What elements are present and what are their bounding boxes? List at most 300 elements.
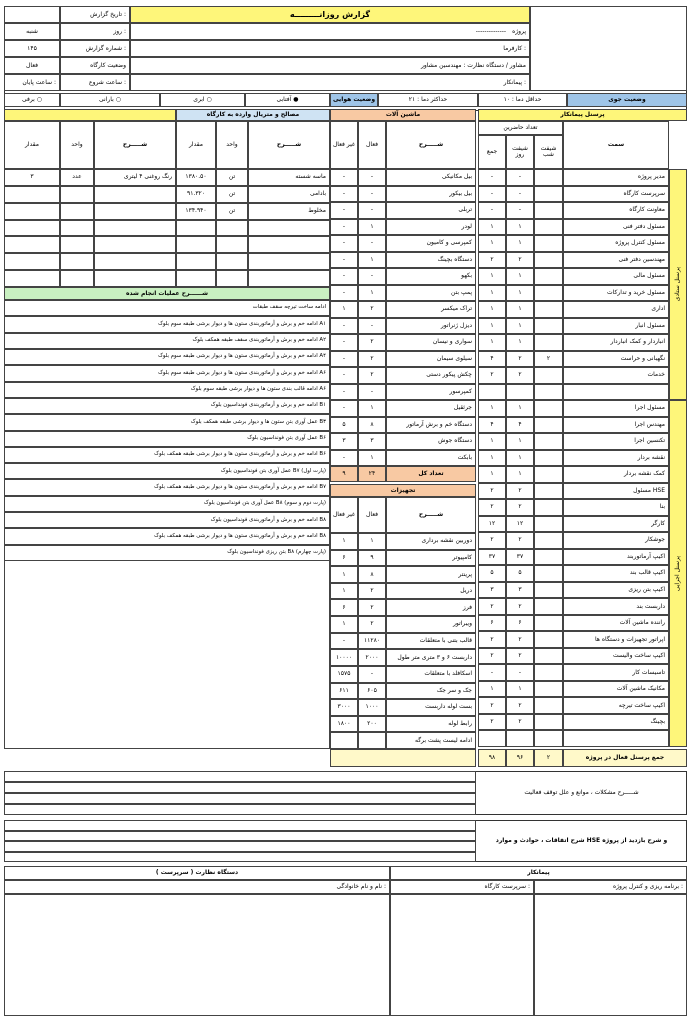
- personnel-title-cell: اکیپ بتن ریزی: [563, 582, 669, 599]
- machinery-inactive-cell: -: [330, 202, 358, 219]
- equipment-desc-cell: داربست ۶ و ۳ متری متر طول: [386, 649, 476, 666]
- personnel-title-cell: بنا: [563, 499, 669, 516]
- personnel-night-cell: ۲: [534, 351, 563, 368]
- material-unit-cell-2: [60, 220, 94, 237]
- planning-sign-area[interactable]: [534, 894, 687, 1016]
- operation-item: ادامه خم و برش و آرماتوربندی ستون ها و دیوار برشی طبقه سوم بلوک A۶: [4, 365, 330, 381]
- materials-col-unit: واحد: [216, 121, 248, 169]
- min-temp: حداقل دما : ۱۰: [478, 93, 567, 107]
- operation-item: ادامه قالب بندی ستون ها و دیوار برشی طبقه سوم بلوک A۶: [4, 382, 330, 398]
- machinery-active-cell: ۱: [358, 252, 386, 269]
- materials-col-desc-2: شـــــرح: [94, 121, 176, 169]
- equipment-col-desc: شـــــرح: [386, 497, 476, 533]
- machinery-inactive-cell: -: [330, 186, 358, 203]
- material-desc-cell-2: [94, 236, 176, 253]
- report-date-value[interactable]: [4, 6, 60, 23]
- personnel-total-cell: -: [478, 186, 506, 203]
- personnel-day-cell: ۱: [506, 268, 534, 285]
- personnel-day-cell: ۳۷: [506, 549, 534, 566]
- incidents-line-2[interactable]: [4, 831, 476, 842]
- material-desc-cell: بادامی: [248, 186, 330, 203]
- material-amount-cell: [176, 253, 216, 270]
- personnel-title-cell: مکانیک ماشین آلات: [563, 681, 669, 698]
- machinery-desc-cell: کمپرسی و کامیون: [386, 235, 476, 252]
- equipment-inactive-cell: ۳۰۰۰: [330, 699, 358, 716]
- personnel-total-cell: ۳: [478, 582, 506, 599]
- operations-title: شــــــرح عملیات انجام شده: [4, 287, 330, 300]
- personnel-night-cell: [534, 186, 563, 203]
- personnel-title-cell: اکیپ آرماتوربند: [563, 549, 669, 566]
- machinery-desc-cell: بیل بیکور: [386, 186, 476, 203]
- material-unit-cell: [216, 270, 248, 287]
- grand-total: ۹۸: [478, 749, 506, 767]
- personnel-title-cell: تکنسین اجرا: [563, 433, 669, 450]
- site-supervisor-sign-label: سرپرست کارگاه :: [390, 880, 534, 894]
- personnel-title-cell: نقشه بردار: [563, 450, 669, 467]
- personnel-day-cell: ۱: [506, 285, 534, 302]
- personnel-day-cell: ۲: [506, 631, 534, 648]
- personnel-night-cell: [534, 615, 563, 632]
- machinery-inactive-cell: -: [330, 334, 358, 351]
- personnel-day-cell: ۲: [506, 351, 534, 368]
- machinery-inactive-cell: -: [330, 169, 358, 186]
- material-unit-cell-2: [60, 270, 94, 287]
- personnel-title-cell: نگهبانی و حراست: [563, 351, 669, 368]
- machinery-active-cell: ۱: [358, 285, 386, 302]
- supervision-sign-area[interactable]: [4, 894, 390, 1016]
- problems-line-3[interactable]: [4, 793, 476, 804]
- material-desc-cell-2: [94, 203, 176, 220]
- machinery-active-cell: -: [358, 235, 386, 252]
- material-amount-cell-2: [4, 236, 60, 253]
- personnel-night-cell: [534, 285, 563, 302]
- personnel-day-cell: ۱۲: [506, 516, 534, 533]
- machinery-desc-cell: بکهو: [386, 268, 476, 285]
- operation-item: عمل آوری بتن فونداسیون بلوک B۶: [4, 431, 330, 447]
- operation-item: بتن ریزی فونداسیون بلوک B۸ (پارت چهارم): [4, 545, 330, 561]
- materials-col-unit-2: واحد: [60, 121, 94, 169]
- personnel-title-cell: سرپرست کارگاه: [563, 186, 669, 203]
- site-status-value: فعال: [4, 57, 60, 74]
- material-unit-cell-2: عدد: [60, 169, 94, 186]
- equipment-active-cell: ۲: [358, 583, 386, 600]
- material-unit-cell: تن: [216, 186, 248, 203]
- rainy-radio[interactable]: بارانی ○: [60, 93, 160, 107]
- personnel-title-cell: مسئول HSE: [563, 483, 669, 500]
- operation-item: ادامه خم و برش و آرماتوربندی فونداسیون بلوک B۱: [4, 398, 330, 414]
- personnel-night-cell: [534, 334, 563, 351]
- personnel-night-cell: [534, 697, 563, 714]
- equipment-active-cell: ۲: [358, 616, 386, 633]
- personnel-title-cell: مسئول انبار: [563, 318, 669, 335]
- incidents-line-4[interactable]: [4, 852, 476, 863]
- personnel-title-cell: مهندسین دفتر فنی: [563, 252, 669, 269]
- machinery-desc-cell: تراک میکسر: [386, 301, 476, 318]
- personnel-day-cell: ۴: [506, 417, 534, 434]
- operation-item: ادامه خم و برش و آرماتوربندی ستون ها و دیوار برشی طبقه همکف بلوک B۷: [4, 479, 330, 495]
- machinery-active-cell: -: [358, 384, 386, 401]
- personnel-title-cell: داربست بند: [563, 598, 669, 615]
- weather-label: وضعیت هوایی: [330, 93, 378, 107]
- equipment-inactive-cell: ۶: [330, 599, 358, 616]
- equipment-active-cell: ۲۰۰۰: [358, 649, 386, 666]
- employer-label: کارفرما :: [130, 40, 530, 57]
- personnel-title-cell: اپراتور تجهیزات و دستگاه ها: [563, 631, 669, 648]
- equipment-active-cell: ۱۱۲۸۰: [358, 633, 386, 650]
- machinery-active-cell: -: [358, 318, 386, 335]
- machinery-inactive-cell: -: [330, 450, 358, 467]
- personnel-day-cell: ۲: [506, 499, 534, 516]
- materials-col-amount: مقدار: [176, 121, 216, 169]
- equipment-desc-cell: ویبراتور: [386, 616, 476, 633]
- personnel-night-cell: [534, 318, 563, 335]
- personnel-day-cell: ۱: [506, 450, 534, 467]
- personnel-night-cell: [534, 631, 563, 648]
- material-desc-cell-2: [94, 186, 176, 203]
- material-unit-cell: [216, 220, 248, 237]
- start-time-label: ساعت شروع :: [60, 74, 130, 91]
- cloudy-radio[interactable]: ابری ○: [160, 93, 245, 107]
- personnel-col-title: سمت: [563, 121, 669, 169]
- grand-total-label: جمع پرسنل فعال در پروژه: [563, 749, 687, 767]
- personnel-total-cell: ۵: [478, 565, 506, 582]
- machinery-active-cell: ۲: [358, 301, 386, 318]
- report-no-value: ۱۴۵: [4, 40, 60, 57]
- personnel-night-cell: [534, 235, 563, 252]
- personnel-night-cell: [534, 714, 563, 731]
- equipment-desc-cell: ادامه لیست پشت برگه: [386, 732, 476, 749]
- personnel-day-cell: ۱: [506, 681, 534, 698]
- personnel-title-cell: بچینگ: [563, 714, 669, 731]
- climate-label: وضعیت جوی: [567, 93, 687, 107]
- day-shift-header: شیفت روز: [506, 135, 534, 169]
- material-amount-cell-2: [4, 253, 60, 270]
- machinery-active-cell: ۳: [358, 433, 386, 450]
- material-desc-cell-2: [94, 270, 176, 287]
- personnel-total-cell: ۱: [478, 301, 506, 318]
- equipment-inactive-cell: ۱: [330, 566, 358, 583]
- operation-item: ادامه ساخت تیرچه سقف طبقات: [4, 300, 330, 316]
- material-amount-cell: ۱۳۸۰.۵۰: [176, 169, 216, 186]
- operations-blank: [4, 561, 330, 749]
- equipment-active-cell: ۲: [358, 599, 386, 616]
- machinery-inactive-cell: -: [330, 351, 358, 368]
- contractor-sign-title: پیمانکار: [390, 866, 687, 880]
- end-time-label: ساعت پایان :: [4, 74, 60, 91]
- machinery-total-inactive: ۹: [330, 466, 358, 482]
- machinery-active-cell: ۸: [358, 417, 386, 434]
- personnel-day-cell: ۲: [506, 697, 534, 714]
- equipment-desc-cell: دوربین نقشه برداری: [386, 533, 476, 550]
- grand-night: ۲: [534, 749, 563, 767]
- material-unit-cell-2: [60, 253, 94, 270]
- personnel-day-cell: -: [506, 202, 534, 219]
- personnel-title-cell: راننده ماشین آلات: [563, 615, 669, 632]
- personnel-total-cell: ۲: [478, 483, 506, 500]
- material-desc-cell-2: [94, 220, 176, 237]
- problems-line-4[interactable]: [4, 804, 476, 815]
- snowy-radio[interactable]: برفی ○: [4, 93, 60, 107]
- equipment-footer: [330, 749, 476, 767]
- machinery-desc-cell: سیلوی سیمان: [386, 351, 476, 368]
- machinery-total-label: تعداد کل: [386, 466, 476, 482]
- personnel-title-cell: اکیپ ساخت والیست: [563, 648, 669, 665]
- personnel-title: پرسنل پیمانکار: [478, 109, 687, 121]
- machinery-desc-cell: پمپ بتن: [386, 285, 476, 302]
- materials-extra-header: [4, 109, 176, 121]
- admin-group-label: [669, 169, 687, 400]
- problems-line-2[interactable]: [4, 782, 476, 793]
- personnel-day-cell: ۵: [506, 565, 534, 582]
- machinery-active-cell: -: [358, 186, 386, 203]
- material-desc-cell: [248, 270, 330, 287]
- incidents-line-1[interactable]: [4, 820, 476, 831]
- equipment-active-cell: ۹: [358, 550, 386, 567]
- personnel-total-cell: ۱: [478, 400, 506, 417]
- personnel-day-cell: ۲: [506, 252, 534, 269]
- personnel-total-cell: ۱: [478, 219, 506, 236]
- personnel-total-cell: ۱: [478, 433, 506, 450]
- machinery-col-active: فعال: [358, 121, 386, 169]
- machinery-desc-cell: دستگاه بچینگ: [386, 252, 476, 269]
- personnel-total-cell: ۱: [478, 318, 506, 335]
- incidents-line-3[interactable]: [4, 841, 476, 852]
- personnel-day-cell: -: [506, 169, 534, 186]
- day-value: شنبه: [4, 23, 60, 40]
- personnel-total-cell: [478, 730, 506, 747]
- equipment-inactive-cell: ۱۰۰۰۰: [330, 649, 358, 666]
- equipment-active-cell: [358, 732, 386, 749]
- project-value: --------------: [475, 27, 507, 35]
- personnel-title-cell: تاسیسات کار: [563, 664, 669, 681]
- personnel-day-cell: ۲: [506, 483, 534, 500]
- personnel-title-cell: کارگر: [563, 516, 669, 533]
- personnel-night-cell: [534, 169, 563, 186]
- machinery-active-cell: -: [358, 169, 386, 186]
- material-amount-cell: [176, 236, 216, 253]
- personnel-total-cell: ۱۲: [478, 516, 506, 533]
- equipment-desc-cell: اسکافلد با متعلقات: [386, 666, 476, 683]
- machinery-inactive-cell: -: [330, 318, 358, 335]
- operation-item: ادامه خم و برش و آرماتوربندی ستون ها و دیوار برشی طبقه سوم بلوک A۴: [4, 349, 330, 365]
- material-desc-cell-2: رنگ روغنی ۴ لیتری: [94, 169, 176, 186]
- personnel-day-cell: ۲: [506, 714, 534, 731]
- material-unit-cell: [216, 253, 248, 270]
- logo-area: [530, 6, 687, 91]
- personnel-night-cell: [534, 219, 563, 236]
- personnel-day-cell: ۲: [506, 648, 534, 665]
- machinery-inactive-cell: -: [330, 400, 358, 417]
- machinery-inactive-cell: ۵: [330, 417, 358, 434]
- name-sign-label: نام و نام خانوادگی :: [4, 880, 390, 894]
- personnel-total-cell: ۲: [478, 367, 506, 384]
- supervision-sign-title: دستگاه نظارت ( سرپرست ): [4, 866, 390, 880]
- machinery-active-cell: -: [358, 202, 386, 219]
- personnel-title-cell: [563, 384, 669, 401]
- machinery-inactive-cell: ۳: [330, 433, 358, 450]
- equipment-col-active: فعال: [358, 497, 386, 533]
- personnel-night-cell: [534, 565, 563, 582]
- material-amount-cell-2: ۳: [4, 169, 60, 186]
- equipment-title: تجهیزات: [330, 484, 476, 497]
- equipment-active-cell: ۶۰۵: [358, 683, 386, 700]
- equipment-inactive-cell: ۶۱۱: [330, 683, 358, 700]
- personnel-day-cell: ۱: [506, 400, 534, 417]
- personnel-day-cell: ۳: [506, 582, 534, 599]
- material-amount-cell: ۹۱.۳۲۰: [176, 186, 216, 203]
- machinery-desc-cell: بیل مکانیکی: [386, 169, 476, 186]
- personnel-total-cell: ۲: [478, 714, 506, 731]
- materials-title: مصالح و متریال وارده به کارگاه: [176, 109, 330, 121]
- max-temp: حداکثر دما : ۲۱: [378, 93, 478, 107]
- material-amount-cell: [176, 220, 216, 237]
- personnel-day-cell: ۱: [506, 219, 534, 236]
- equipment-inactive-cell: ۱: [330, 616, 358, 633]
- personnel-night-cell: [534, 367, 563, 384]
- equipment-desc-cell: قالب بتنی با متعلقات: [386, 633, 476, 650]
- personnel-night-cell: [534, 664, 563, 681]
- equipment-desc-cell: بست لوله داربست: [386, 699, 476, 716]
- personnel-day-cell: ۱: [506, 235, 534, 252]
- personnel-total-cell: ۱: [478, 268, 506, 285]
- grand-day: ۹۶: [506, 749, 534, 767]
- personnel-title-cell: کمک نقشه بردار: [563, 466, 669, 483]
- machinery-desc-cell: بابکت: [386, 450, 476, 467]
- personnel-title-cell: مسئول مالی: [563, 268, 669, 285]
- machinery-col-desc: شـــــرح: [386, 121, 476, 169]
- material-amount-cell-2: [4, 203, 60, 220]
- machinery-col-inactive: غیر فعال: [330, 121, 358, 169]
- equipment-desc-cell: جک و سر جک: [386, 683, 476, 700]
- contractor-label: پیمانکار :: [130, 74, 530, 91]
- personnel-title-cell: معاونت کارگاه: [563, 202, 669, 219]
- personnel-night-cell: [534, 301, 563, 318]
- report-no-label: شماره گزارش :: [60, 40, 130, 57]
- operation-item: عمل آوری بتن فونداسیون بلوک B۸ (پارت دوم و سوم): [4, 496, 330, 512]
- personnel-title-cell: مسئول دفتر فنی: [563, 219, 669, 236]
- equipment-desc-cell: کامپیوتر: [386, 550, 476, 567]
- machinery-active-cell: ۲: [358, 334, 386, 351]
- personnel-day-cell: ۲: [506, 598, 534, 615]
- machinery-inactive-cell: -: [330, 285, 358, 302]
- material-unit-cell-2: [60, 203, 94, 220]
- personnel-total-cell: ۴: [478, 351, 506, 368]
- personnel-title-cell: مسئول کنترل پروژه: [563, 235, 669, 252]
- personnel-night-cell: [534, 648, 563, 665]
- operation-item: عمل آوری بتن ستون ها و دیوار برشی طبقه همکف بلوک B۳: [4, 414, 330, 430]
- personnel-title-cell: [563, 730, 669, 747]
- machinery-inactive-cell: ۱: [330, 301, 358, 318]
- personnel-total-cell: ۲: [478, 631, 506, 648]
- personnel-total-cell: -: [478, 202, 506, 219]
- material-amount-cell: ۱۳۴.۹۴۰: [176, 203, 216, 220]
- personnel-day-cell: ۱: [506, 334, 534, 351]
- project-row: [130, 23, 530, 40]
- personnel-night-cell: [534, 433, 563, 450]
- report-title: گزارش روزانـــــــــه: [130, 6, 530, 23]
- materials-col-amount-2: مقدار: [4, 121, 60, 169]
- equipment-desc-cell: دریل: [386, 583, 476, 600]
- machinery-inactive-cell: -: [330, 268, 358, 285]
- machinery-desc-cell: دستگاه خم و برش آرماتور: [386, 417, 476, 434]
- machinery-desc-cell: لودر: [386, 219, 476, 236]
- personnel-total-cell: -: [478, 169, 506, 186]
- material-desc-cell: مخلوط: [248, 203, 330, 220]
- personnel-night-cell: [534, 516, 563, 533]
- personnel-title-cell: مدیر پروژه: [563, 169, 669, 186]
- operation-item: ادامه خم و برش و آرماتوربندی سقف طبقه همکف بلوک A۲: [4, 333, 330, 349]
- problems-line-1[interactable]: [4, 771, 476, 782]
- personnel-total-cell: ۱: [478, 450, 506, 467]
- equipment-inactive-cell: [330, 732, 358, 749]
- machinery-active-cell: ۱: [358, 400, 386, 417]
- personnel-total-cell: ۴: [478, 417, 506, 434]
- machinery-title: ماشین آلات: [330, 109, 476, 121]
- personnel-night-cell: [534, 582, 563, 599]
- personnel-night-cell: [534, 384, 563, 401]
- equipment-active-cell: ۲۰۰: [358, 716, 386, 733]
- personnel-total-cell: ۲: [478, 598, 506, 615]
- material-desc-cell: [248, 220, 330, 237]
- material-unit-cell-2: [60, 236, 94, 253]
- personnel-night-cell: [534, 598, 563, 615]
- machinery-active-cell: ۲: [358, 351, 386, 368]
- personnel-total-cell: ۲: [478, 252, 506, 269]
- personnel-day-cell: ۲: [506, 367, 534, 384]
- personnel-day-cell: ۱: [506, 301, 534, 318]
- equipment-col-inactive: غیر فعال: [330, 497, 358, 533]
- present-count-header: تعداد حاضرین: [478, 121, 563, 135]
- machinery-desc-cell: جرثقیل: [386, 400, 476, 417]
- personnel-total-cell: ۱: [478, 681, 506, 698]
- equipment-inactive-cell: ۶: [330, 550, 358, 567]
- personnel-day-cell: [506, 730, 534, 747]
- machinery-desc-cell: دستگاه جوش: [386, 433, 476, 450]
- material-desc-cell: ماسه شسته: [248, 169, 330, 186]
- material-desc-cell: [248, 253, 330, 270]
- equipment-inactive-cell: -: [330, 633, 358, 650]
- consultant-label: مشاور / دستگاه نظارت : مهندسین مشاور: [130, 57, 530, 74]
- machinery-desc-cell: سواری و نیسان: [386, 334, 476, 351]
- project-label: پروژه: [512, 27, 526, 35]
- night-shift-header: شیفت شب: [534, 135, 563, 169]
- machinery-desc-cell: کمپرسور: [386, 384, 476, 401]
- personnel-total-cell: ۱: [478, 466, 506, 483]
- material-desc-cell: [248, 236, 330, 253]
- personnel-day-cell: ۱: [506, 466, 534, 483]
- site-supervisor-sign-area[interactable]: [390, 894, 534, 1016]
- personnel-day-cell: ۲: [506, 532, 534, 549]
- exec-group-label: [669, 400, 687, 747]
- equipment-inactive-cell: ۱۵۷۵: [330, 666, 358, 683]
- sunny-radio[interactable]: آفتابی ●: [245, 93, 330, 107]
- personnel-night-cell: [534, 252, 563, 269]
- problems-label: شـــــرح مشکلات ، موانع و علل توقف فعالیت: [524, 789, 639, 796]
- personnel-total-cell: ۳۷: [478, 549, 506, 566]
- personnel-title-cell: مسئول خرید و تدارکات: [563, 285, 669, 302]
- personnel-total-cell: ۶: [478, 615, 506, 632]
- personnel-night-cell: [534, 483, 563, 500]
- personnel-night-cell: [534, 268, 563, 285]
- report-date-label: تاریخ گزارش :: [60, 6, 130, 23]
- personnel-day-cell: -: [506, 664, 534, 681]
- material-unit-cell-2: [60, 186, 94, 203]
- machinery-inactive-cell: -: [330, 384, 358, 401]
- equipment-inactive-cell: ۱: [330, 583, 358, 600]
- personnel-total-cell: ۲: [478, 697, 506, 714]
- machinery-total-active: ۲۴: [358, 466, 386, 482]
- personnel-title-cell: اکیپ قالب بند: [563, 565, 669, 582]
